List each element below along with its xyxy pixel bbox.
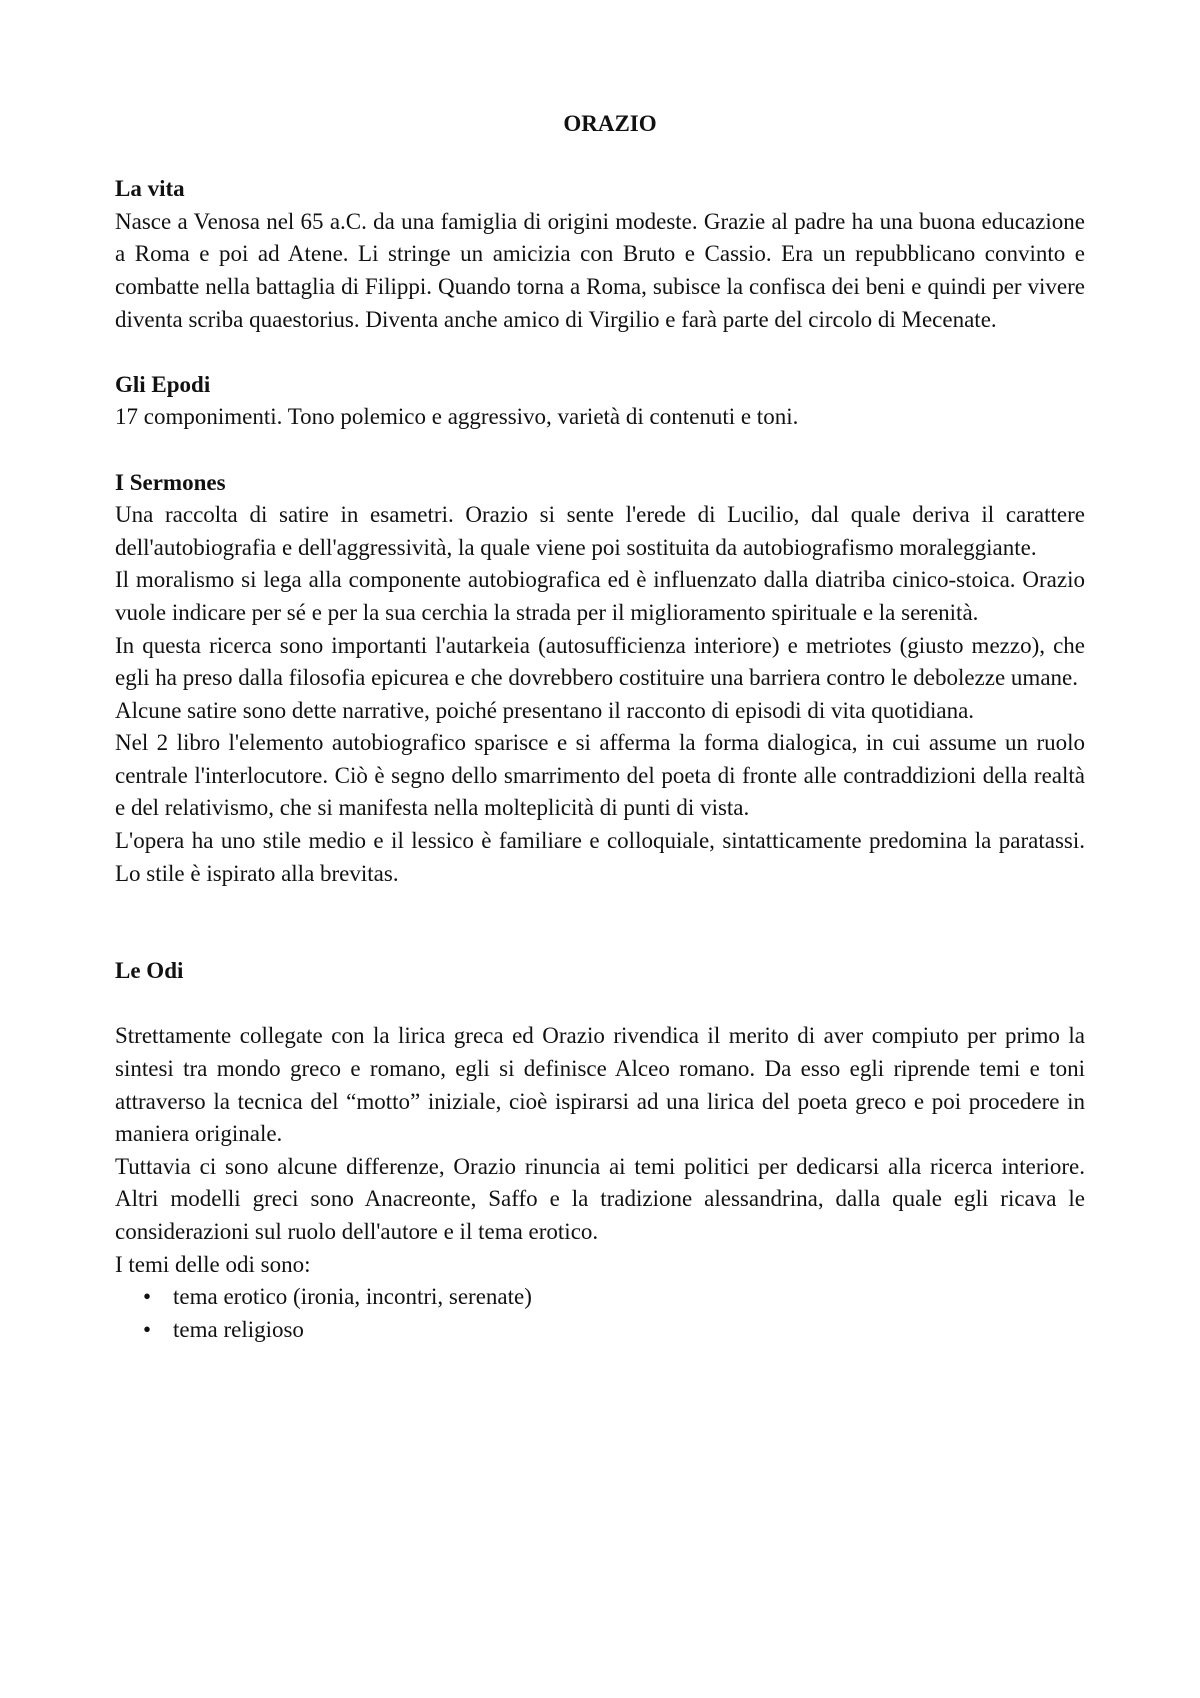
section-epodi — [115, 369, 1085, 434]
list-item — [143, 1314, 1085, 1347]
page-title: ORAZIO — [563, 111, 657, 136]
paragraph-sermones-4: Alcune satire sono dette narrative, poiché presentano il racconto di episodi di vita quotidiana. — [115, 697, 975, 723]
paragraph-sermones-2: Il moralismo si lega alla componente autobiografica ed è influenzato dalla diatriba cinico-stoica. Orazio vuole indicare per sé e per la sua cerchia la strada per il miglioramento spirituale e la serenità. — [115, 567, 1085, 625]
paragraph-epodi-1: 17 componimenti. Tono polemico e aggressivo, varietà di contenuti e toni. — [115, 404, 799, 430]
list-item-text: tema religioso — [173, 1316, 304, 1342]
paragraph-vita-1: Nasce a Venosa nel 65 a.C. da una famiglia di origini modeste. Grazie al padre ha una buona educazione a Roma e poi ad Atene. Li stringe un amicizia con Bruto e Cassio. Era un repubblicano convinto e combatte nella battaglia di Filippi. Quando torna a Roma, subisce la confisca dei beni e quindi per vivere diventa scriba quaestorius. Diventa anche amico di Virgilio e farà parte del circolo di Mecenate. — [115, 208, 1085, 332]
list-item-text: tema erotico (ironia, incontri, serenate) — [173, 1284, 532, 1310]
odi-list-intro: I temi delle odi sono: — [115, 1251, 311, 1277]
section-heading-epodi: Gli Epodi — [115, 371, 211, 397]
blank-gap — [115, 890, 1085, 955]
list-item — [143, 1281, 1085, 1314]
section-heading-odi: Le Odi — [115, 958, 184, 984]
paragraph-odi-2: Tuttavia ci sono alcune differenze, Orazio rinuncia ai temi politici per dedicarsi alla ricerca interiore. Altri modelli greci sono Anacreonte, Saffo e la tradizione alessandrina, dalla quale egli ricava le considerazioni sul ruolo dell'autore e il tema erotico. — [115, 1153, 1085, 1244]
bullet-icon: • — [143, 1316, 152, 1342]
document-page — [115, 108, 1085, 1346]
section-heading-vita: La vita — [115, 176, 185, 202]
paragraph-sermones-3: In questa ricerca sono importanti l'autarkeia (autosufficienza interiore) e metriotes (giusto mezzo), che egli ha preso dalla filosofia epicurea e che dovrebbero costituire una barriera contro le debolezze umane. — [115, 632, 1085, 691]
odi-themes-list — [115, 1281, 1085, 1346]
paragraph-sermones-6: L'opera ha uno stile medio e il lessico è familiare e colloquiale, sintatticamente predomina la paratassi. Lo stile è ispirato alla brevitas. — [115, 828, 1085, 886]
section-vita — [115, 173, 1085, 336]
section-heading-sermones: I Sermones — [115, 469, 226, 495]
bullet-icon: • — [143, 1284, 152, 1310]
blank-gap — [115, 988, 1085, 1021]
section-odi — [115, 955, 1085, 1346]
paragraph-odi-1: Strettamente collegate con la lirica greca ed Orazio rivendica il merito di aver compiuto per primo la sintesi tra mondo greco e romano, egli si definisce Alceo romano. Da esso egli riprende temi e toni attraverso la tecnica del “motto” iniziale, cioè ispirarsi ad una lirica del poeta greco e poi procedere in maniera originale. — [115, 1023, 1085, 1147]
paragraph-sermones-5: Nel 2 libro l'elemento autobiografico sparisce e si afferma la forma dialogica, in cui assume un ruolo centrale l'interlocutore. Ciò è segno dello smarrimento del poeta di fronte alle contraddizioni della realtà e del relativismo, che si manifesta nella molteplicità di punti di vista. — [115, 730, 1085, 821]
section-sermones — [115, 467, 1085, 891]
paragraph-sermones-1: Una raccolta di satire in esametri. Orazio si sente l'erede di Lucilio, dal quale deriva il carattere dell'autobiografia e dell'aggressività, la quale viene poi sostituita da autobiografismo moraleggiante. — [115, 502, 1085, 560]
